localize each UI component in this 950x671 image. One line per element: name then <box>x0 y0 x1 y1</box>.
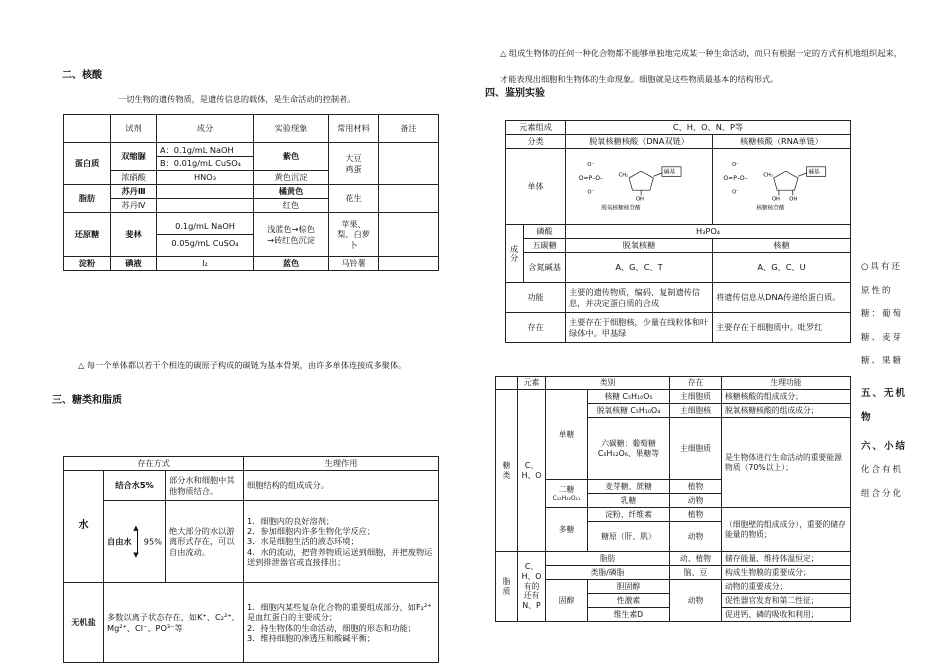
salt-label: 无机盐 <box>64 583 104 663</box>
free-role-3: 3．水是细胞生活的液态环境； <box>247 536 359 547</box>
header-physio: 生理功能 <box>722 377 851 390</box>
rna-class: 核糖核酸（RNA单链） <box>713 135 851 149</box>
bound-water: 结合水5% <box>104 471 166 501</box>
up-down-arrow-icon: ▼ ▲ <box>134 528 141 556</box>
material-apple: 苹果、 梨、白萝 卜 <box>329 213 379 257</box>
rna-oh-label-1: OH <box>771 196 780 203</box>
svg-text:O=P–O–: O=P–O– <box>723 175 748 183</box>
monosaccharide: 单糖 <box>546 390 588 480</box>
fehling-b: 0.05g/mL CuSO₄ <box>171 238 239 248</box>
pentose-label: 五碳糖 <box>524 239 566 253</box>
reagent-biuret: 双缩脲 <box>111 143 157 171</box>
monomer-label: 单体 <box>506 149 566 225</box>
component-hno3: HNO₃ <box>157 171 254 185</box>
starch-cellulose: 淀粉、纤维素 <box>588 508 670 522</box>
dna-bases: A、G、C、T <box>566 253 713 283</box>
free-role-4: 4．水的流动，把营养物质运送到细胞，并把废物运送到排泄器官或直接排出； <box>247 546 433 567</box>
header-element: 元素 <box>518 377 546 390</box>
hexose-location: 主细胞质 <box>670 418 722 480</box>
rna-monomer-structure <box>713 149 851 225</box>
rna-bases: A、G、C、U <box>713 253 851 283</box>
sugar-group: 糖类 <box>496 390 518 552</box>
existence-label: 存在 <box>506 313 566 343</box>
maltose-location: 植物 <box>670 480 722 494</box>
elements-value: C、H、O、N、P等 <box>566 121 851 135</box>
header-reagent: 试剂 <box>111 115 157 143</box>
component-i2: I₂ <box>157 257 254 271</box>
dna-class: 脱氧核糖核酸（DNA双链） <box>566 135 713 149</box>
svg-text:O⁻: O⁻ <box>732 162 739 169</box>
polysaccharide-function: （细胞壁的组成成分），重要的储存能量的物质； <box>722 508 851 552</box>
lactose-location: 动物 <box>670 494 722 508</box>
reagent-fehling: 斐林 <box>111 213 157 257</box>
lipid-elements: C、H、O有的还有N、P <box>518 552 546 622</box>
free-role-1: 1．细胞内的良好溶剂； <box>247 515 335 526</box>
svg-text:CH₂: CH₂ <box>618 172 629 179</box>
header-remark: 备注 <box>379 115 439 143</box>
phenomenon-yellow: 黄色沉淀 <box>254 171 329 185</box>
row-starch: 淀粉 <box>64 257 111 271</box>
polysaccharide: 多糖 <box>546 508 588 552</box>
disaccharide-formula: C₁₂H₂₂O₁₁ <box>552 494 581 502</box>
water-salt-table <box>63 456 439 663</box>
row-reducing-sugar: 还原糖 <box>64 213 111 257</box>
free-role-2: 2．参加细胞内许多生物化学反应； <box>247 526 376 537</box>
sex-hormone: 性激素 <box>588 594 670 608</box>
rna-existence: 主要存在于细胞质中。吡罗红 <box>713 313 851 343</box>
sugar-lipid-table <box>495 376 851 622</box>
rna-pentose: 核糖 <box>713 239 851 253</box>
glycogen-location: 动物 <box>670 522 722 552</box>
phenomenon-brick-red: 浅蓝色→棕色 →砖红色沉淀 <box>254 213 329 257</box>
starch-location: 植物 <box>670 508 722 522</box>
fat-location: 动、植物 <box>670 552 722 566</box>
phospholipid: 类脂/磷脂 <box>546 566 670 580</box>
vitamin-d: 维生素D <box>588 608 670 622</box>
free-water-pct: 95% <box>143 536 162 546</box>
phosphate-label: 磷酸 <box>524 225 566 239</box>
bound-water-role: 细胞结构的组成成分。 <box>244 471 439 501</box>
rna-oh-label-2: OH <box>789 196 798 203</box>
dna-monomer-name: 脱氧核糖核苷酸 <box>601 205 641 212</box>
phenomenon-blue: 蓝色 <box>254 257 329 271</box>
cholesterol-function: 动物的重要成分； <box>722 580 851 594</box>
phospholipid-function: 构成生物膜的重要成分； <box>722 566 851 580</box>
dna-base-label: 碱基 <box>663 170 675 177</box>
vitamin-d-function: 促进钙、磷的吸收和利用； <box>722 608 851 622</box>
glycogen: 糖原（肝、肌） <box>588 522 670 552</box>
base-label: 含氮碱基 <box>524 253 566 283</box>
lipid-group: 脂质 <box>496 552 518 622</box>
dna-nucleotide-diagram <box>566 159 712 211</box>
dna-function: 主要的遗传物质，编码、复制遗传信息，并决定蛋白质的合成 <box>566 283 713 313</box>
lactose: 乳糖 <box>588 494 670 508</box>
ribose-function: 核糖核酸的组成成分； <box>722 390 851 404</box>
rna-monomer-name: 核糖核苷酸 <box>756 205 785 212</box>
svg-text:O⁻: O⁻ <box>587 162 595 169</box>
rna-nucleotide-diagram <box>713 159 850 211</box>
identification-table <box>63 114 439 271</box>
nucleic-acid-table <box>505 120 851 343</box>
class-label: 分类 <box>506 135 566 149</box>
side-summary: 六、小结 <box>861 440 908 452</box>
bound-water-desc: 部分水和细胞中其他物质结合。 <box>166 471 244 501</box>
cholesterol: 胆固醇 <box>588 580 670 594</box>
phenomenon-orange: 橘黄色 <box>254 185 329 199</box>
header-location: 存在 <box>670 377 722 390</box>
ribose: 核糖 C₅H₁₀O₅ <box>588 390 670 404</box>
side-summary-text: 化合有机组合分化 <box>861 465 904 499</box>
fat-function: 储存能量、维持体温恒定； <box>722 552 851 566</box>
fehling-a: 0.1g/mL NaOH <box>157 218 253 235</box>
compound-note: △ 组成生物体的任何一种化合物都不能够单独地完成某一种生命活动，而只有根据一定的方式有机地组织起来，才能表现出细胞和生物体的生命现象。细胞就是这些物质最基本的结构形式。 <box>500 48 902 84</box>
biuret-a: A：0.1g/mL NaOH <box>157 144 253 157</box>
section-title-nucleic: 二、核酸 <box>62 70 102 81</box>
row-protein: 蛋白质 <box>64 143 111 185</box>
header-component: 成分 <box>157 115 254 143</box>
dna-existence: 主要存在于细胞核，少量在线粒体和叶绿体中。甲基绿 <box>566 313 713 343</box>
salt-role-2: 2．持生物体的生命活动，细胞的形态和功能； <box>247 622 416 633</box>
svg-text:O⁻: O⁻ <box>587 190 595 197</box>
header-blank <box>64 115 111 143</box>
side-reducing-sugars: ○具有还原性的糖：葡萄糖、麦芽糖、果糖 <box>861 262 904 366</box>
side-column <box>861 256 907 506</box>
side-inorganic: 五、无机物 <box>861 387 908 423</box>
reagent-sudan4: 苏丹Ⅳ <box>111 199 157 213</box>
svg-text:O⁻: O⁻ <box>732 190 739 197</box>
salt-desc: 多数以离子状态存在，如K⁺、C₂²⁺、Mg²⁺、Cl⁻、PO³⁻等 <box>104 583 244 663</box>
deoxyribose: 脱氧核糖 C₅H₁₀O₄ <box>588 404 670 418</box>
composition-label: 成分 <box>506 225 524 283</box>
free-water: 自由水 <box>107 536 132 546</box>
material-peanut: 花生 <box>329 185 379 213</box>
dna-monomer-structure <box>566 149 713 225</box>
salt-role-1: 1．细胞内某些复杂化合物的重要组成部分，如F₂²⁺是血红蛋白的主要成分； <box>247 602 432 623</box>
dna-pentose: 脱氧核糖 <box>566 239 713 253</box>
sterol-location: 动物 <box>670 580 722 622</box>
rna-base-label: 碱基 <box>808 170 820 177</box>
section-title-identification: 四、鉴别实验 <box>485 88 545 99</box>
deoxyribose-function: 脱氧核糖核酸的组成成分； <box>722 404 851 418</box>
svg-text:O=P–O–: O=P–O– <box>578 175 604 183</box>
phospholipid-location: 脑、豆 <box>670 566 722 580</box>
phosphate-value: H₃PO₄ <box>566 225 851 239</box>
function-label: 功能 <box>506 283 566 313</box>
maltose-sucrose: 麦芽糖、蔗糖 <box>588 480 670 494</box>
phenomenon-purple: 紫色 <box>254 143 329 171</box>
header-phenomenon: 实验现象 <box>254 115 329 143</box>
material-soy-egg: 大豆 鸡蛋 <box>329 143 379 185</box>
dna-oh-label: OH <box>635 196 644 203</box>
hexose-function: 是生物体进行生命活动的重要能源物质（70%以上）； <box>722 418 851 508</box>
header-material: 常用材料 <box>329 115 379 143</box>
reagent-nitric: 浓硝酸 <box>111 171 157 185</box>
sugar-elements: C、H、O <box>518 390 546 552</box>
header-function: 生理作用 <box>244 457 439 471</box>
salt-role-3: 3．维持细胞的渗透压和酸碱平衡； <box>247 632 376 643</box>
nucleic-intro: 一切生物的遗传物质，是遗传信息的载体，是生命活动的控制者。 <box>118 94 356 104</box>
biuret-b: B：0.01g/mL CuSO₄ <box>160 158 241 168</box>
sterol: 固醇 <box>546 580 588 622</box>
reagent-iodine: 碘液 <box>111 257 157 271</box>
ribose-location: 主细胞质 <box>670 390 722 404</box>
elements-label: 元素组成 <box>506 121 566 135</box>
hexose: 六碳糖：葡萄糖 C₆H₁₂O₆、果糖等 <box>588 418 670 480</box>
header-category: 类别 <box>546 377 670 390</box>
phenomenon-red: 红色 <box>254 199 329 213</box>
header-existence: 存在方式 <box>64 457 244 471</box>
material-potato: 马铃薯 <box>329 257 379 271</box>
rna-function: 将遗传信息从DNA传递给蛋白质。 <box>713 283 851 313</box>
section-title-sugar-lipid: 三、糖类和脂质 <box>52 395 122 406</box>
deoxyribose-location: 主细胞核 <box>670 404 722 418</box>
row-fat: 脂肪 <box>64 185 111 213</box>
monomer-note: △ 每一个单体都以若干个相连的碳原子构成的碳链为基本骨架，由许多单体连接成多聚体。 <box>78 360 407 370</box>
svg-text:CH₂: CH₂ <box>763 172 773 179</box>
sex-hormone-function: 促性器官发育和第二性征； <box>722 594 851 608</box>
reagent-sudan3: 苏丹Ⅲ <box>111 185 157 199</box>
free-water-desc: 绝大部分的水以游离形式存在，可以自由流动。 <box>166 501 244 583</box>
fat: 脂肪 <box>546 552 670 566</box>
disaccharide: 二糖 <box>558 484 575 494</box>
water-label: 水 <box>64 471 104 583</box>
